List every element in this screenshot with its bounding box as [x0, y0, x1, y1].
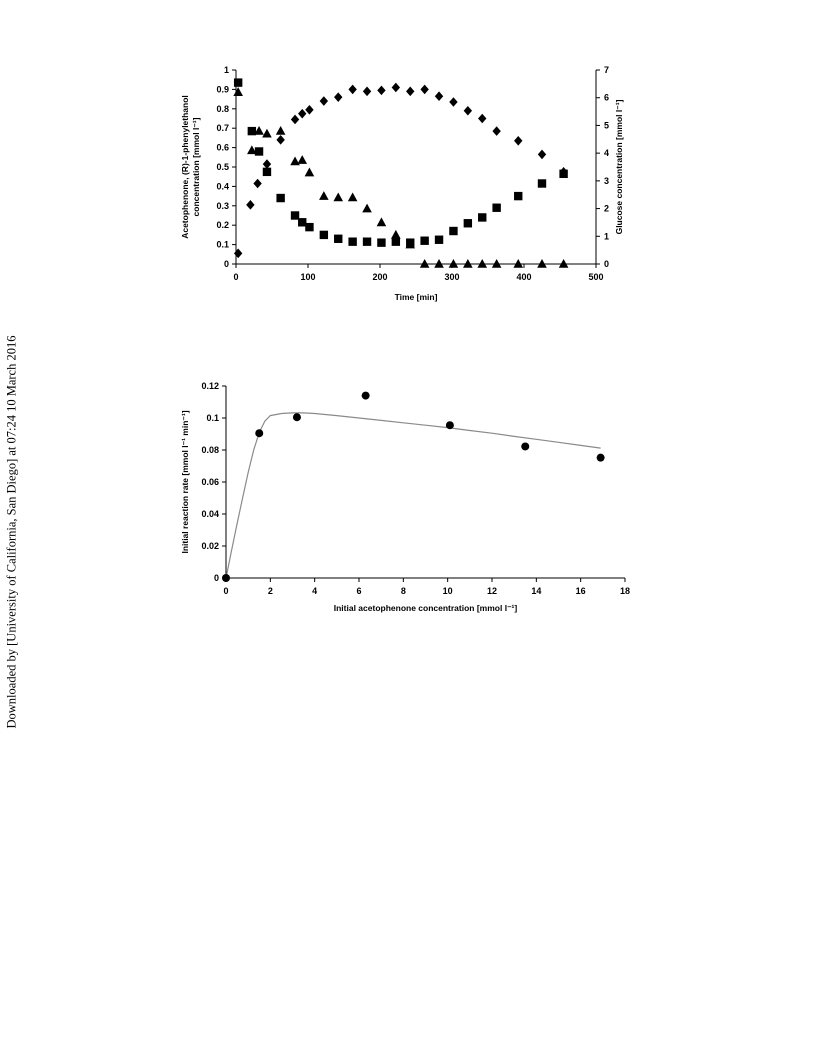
diamond-point: [406, 87, 414, 97]
y2-axis-label: Glucose concentration [mmol l⁻¹]: [614, 99, 624, 235]
triangle-point: [492, 259, 502, 268]
diamond-point: [276, 135, 284, 145]
square-point: [514, 192, 522, 200]
y-tick-label: 0.12: [201, 381, 219, 391]
square-point: [449, 227, 457, 235]
triangle-point: [348, 192, 358, 201]
diamond-point: [514, 136, 522, 146]
square-point: [320, 231, 328, 239]
data-point: [446, 421, 454, 429]
square-point: [392, 237, 400, 245]
diamond-point: [291, 115, 299, 125]
x-tick-label: 300: [444, 272, 460, 282]
square-point: [478, 213, 486, 221]
diamond-point: [348, 85, 356, 95]
square-point: [298, 218, 306, 226]
y-axis-label-line2: concentration [mmol l⁻¹]: [191, 117, 201, 217]
diamond-point: [492, 126, 500, 136]
square-point: [538, 179, 546, 187]
triangle-point: [276, 126, 286, 135]
y2-tick-label: 2: [604, 203, 610, 214]
y2-tick-label: 6: [604, 92, 610, 103]
y2-tick-label: 7: [604, 65, 610, 75]
triangle-point: [362, 204, 372, 213]
diamond-point: [334, 92, 342, 102]
data-point: [255, 429, 263, 437]
triangle-point: [513, 259, 523, 268]
x-tick-label: 6: [356, 586, 362, 596]
data-points: [222, 392, 605, 582]
y-axis-label-line1: Acetophenone, (R)-1-phenylethanol: [180, 95, 190, 239]
triangle-point: [305, 168, 315, 177]
x-tick-label: 14: [531, 586, 542, 596]
x-tick-label: 400: [516, 272, 532, 282]
y-tick-label: 0.1: [206, 413, 219, 423]
triangle-point: [290, 156, 300, 165]
diamond-point: [320, 96, 328, 106]
y-tick-label: 0.5: [216, 162, 229, 172]
triangle-point: [463, 259, 473, 268]
fit-curve: [226, 413, 601, 578]
y-tick-label: 1: [223, 65, 229, 75]
x-tick-label: 18: [619, 586, 631, 596]
triangle-point: [559, 259, 569, 268]
data-point: [362, 392, 370, 400]
y2-tick-label: 3: [604, 175, 610, 186]
y2-tick-label: 1: [604, 231, 610, 242]
square-point: [348, 237, 356, 245]
data-point: [222, 574, 230, 582]
square-point: [363, 237, 371, 245]
square-point: [334, 235, 342, 243]
square-point: [234, 78, 242, 86]
diamond-point: [298, 109, 306, 119]
triangle-point: [391, 230, 401, 239]
y-tick-label: 0.3: [216, 200, 229, 211]
diamond-point: [538, 150, 546, 160]
y-tick-label: 0.8: [216, 103, 229, 114]
square-point: [305, 223, 313, 231]
triangle-point: [449, 259, 459, 268]
y-tick-label: 0.9: [216, 84, 229, 95]
triangle-point: [477, 259, 487, 268]
y-tick-label: 0.4: [216, 181, 229, 192]
square-point: [492, 204, 500, 212]
triangle-point: [233, 87, 243, 96]
square-point: [276, 194, 284, 202]
y2-tick-label: 4: [604, 148, 610, 159]
triangle-point: [434, 259, 444, 268]
triangle-point: [537, 259, 547, 268]
series-square: [234, 78, 568, 246]
data-point: [293, 413, 301, 421]
x-tick-label: 8: [400, 586, 406, 596]
y2-tick-label: 0: [604, 259, 610, 269]
y-tick-label: 0.7: [216, 123, 229, 134]
y-tick-label: 0: [213, 573, 219, 583]
initial-rate-chart: [150, 375, 650, 625]
x-tick-label: 100: [300, 272, 316, 282]
x-tick-label: 12: [486, 586, 498, 596]
time-course-chart: [150, 55, 650, 315]
diamond-point: [478, 114, 486, 124]
diamond-point: [363, 87, 371, 97]
x-axis-label: Initial acetophenone concentration [mmol l⁻¹]: [333, 603, 518, 613]
x-tick-label: 0: [223, 586, 229, 596]
triangle-point: [262, 129, 272, 138]
square-point: [559, 170, 567, 178]
diamond-point: [246, 200, 254, 210]
diamond-point: [464, 106, 472, 116]
y-tick-label: 0: [223, 259, 229, 269]
data-point: [597, 454, 605, 462]
download-watermark-text: Downloaded by [University of California, San Diego] at 07:24 10 March 2016: [4, 335, 19, 729]
y-tick-label: 0.06: [201, 477, 219, 487]
x-tick-label: 16: [575, 586, 586, 596]
triangle-point: [377, 217, 387, 226]
diamond-point: [449, 97, 457, 107]
diamond-point: [234, 249, 242, 259]
diamond-point: [305, 105, 313, 115]
y-tick-label: 0.1: [216, 239, 229, 250]
y2-tick-label: 5: [604, 120, 610, 131]
x-axis-label: Time [min]: [394, 292, 438, 302]
square-point: [263, 168, 271, 176]
square-point: [255, 147, 263, 155]
download-watermark: [4, 335, 22, 729]
x-tick-label: 500: [588, 272, 604, 282]
square-point: [291, 211, 299, 219]
y-tick-label: 0.08: [201, 445, 219, 455]
x-tick-label: 200: [372, 272, 388, 282]
diamond-point: [420, 85, 428, 95]
y-tick-label: 0.6: [216, 142, 229, 153]
y-axis-label: Initial reaction rate [mmol l⁻¹ min⁻¹]: [180, 410, 190, 554]
x-tick-label: 4: [312, 586, 318, 596]
y-tick-label: 0.04: [201, 509, 219, 519]
square-point: [420, 237, 428, 245]
diamond-point: [435, 91, 443, 101]
square-point: [464, 219, 472, 227]
triangle-point: [420, 259, 430, 268]
y-tick-label: 0.2: [216, 220, 229, 231]
series-diamond: [234, 83, 568, 258]
triangle-point: [333, 192, 343, 201]
x-tick-label: 10: [442, 586, 453, 596]
diamond-point: [377, 86, 385, 96]
x-tick-label: 2: [267, 586, 273, 596]
data-point: [521, 442, 529, 450]
x-tick-label: 0: [233, 272, 239, 282]
triangle-point: [297, 155, 307, 164]
diamond-point: [392, 83, 400, 93]
square-point: [435, 236, 443, 244]
diamond-point: [263, 159, 271, 169]
series-triangle: [233, 87, 568, 268]
diamond-point: [253, 179, 261, 189]
triangle-point: [319, 191, 329, 200]
square-point: [377, 238, 385, 246]
y-tick-label: 0.02: [201, 541, 219, 551]
